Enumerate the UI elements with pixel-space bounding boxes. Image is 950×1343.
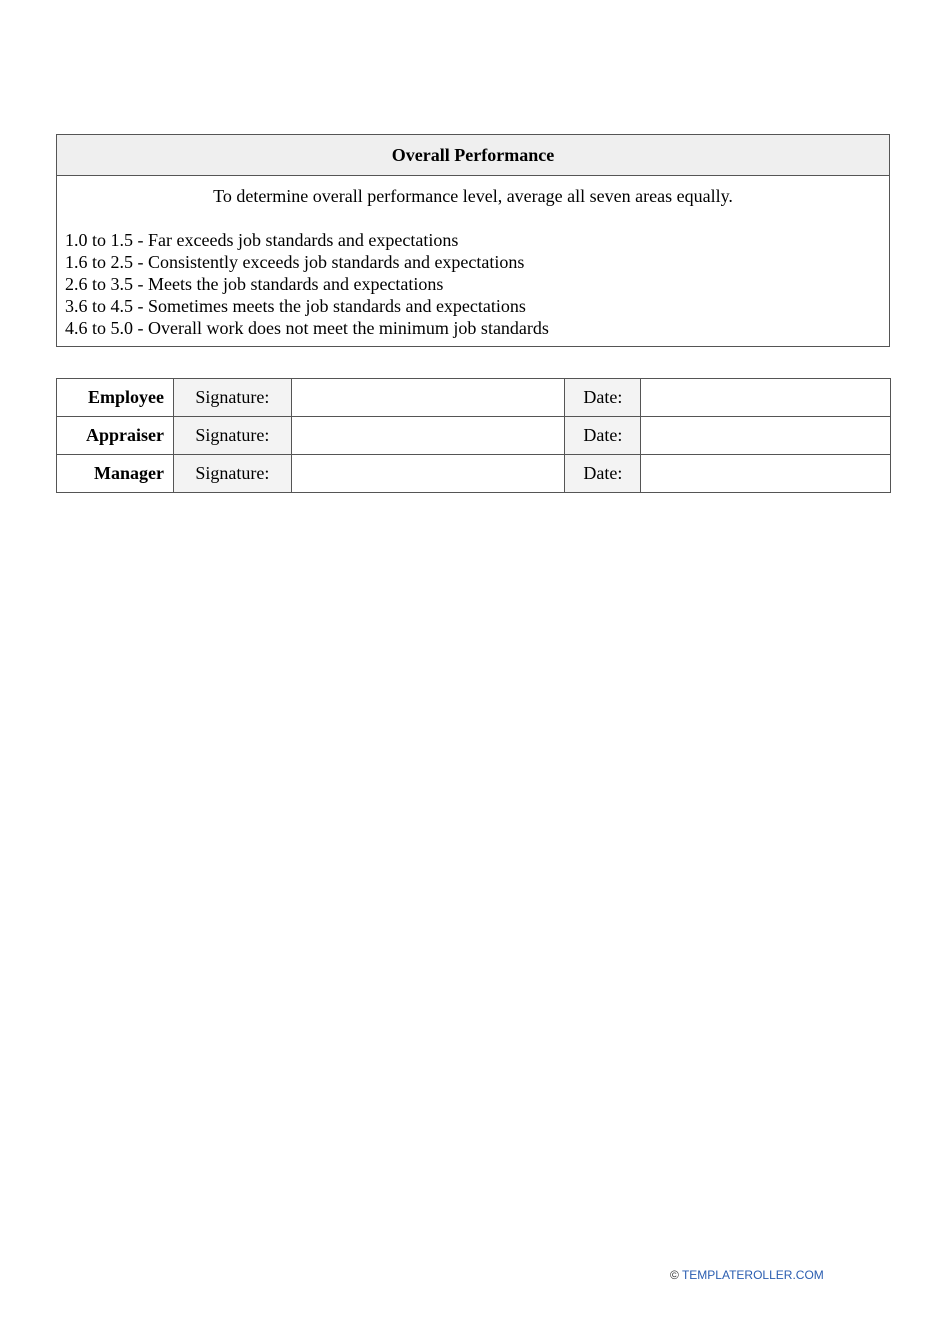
scale-item: 1.6 to 2.5 - Consistently exceeds job standards and expectations: [65, 252, 525, 272]
role-label-manager: Manager: [57, 455, 174, 493]
overall-performance-body: [57, 176, 889, 346]
signature-table: [56, 378, 891, 493]
overall-performance-section: [56, 134, 890, 347]
role-label-appraiser: Appraiser: [57, 417, 174, 455]
copyright-symbol: ©: [670, 1268, 679, 1282]
role-label-employee: Employee: [57, 379, 174, 417]
appraiser-signature-field[interactable]: [291, 417, 565, 455]
scale-item: 2.6 to 3.5 - Meets the job standards and expectations: [65, 274, 444, 294]
manager-date-field[interactable]: [641, 455, 891, 493]
manager-signature-field[interactable]: [291, 455, 565, 493]
scale-item: 1.0 to 1.5 - Far exceeds job standards and expectations: [65, 230, 459, 250]
signature-row-manager: [57, 455, 891, 493]
scale-item: 4.6 to 5.0 - Overall work does not meet the minimum job standards: [65, 318, 549, 338]
appraiser-date-field[interactable]: [641, 417, 891, 455]
signature-label: Signature:: [173, 379, 291, 417]
overall-performance-title: Overall Performance: [57, 135, 889, 176]
date-label: Date:: [565, 417, 641, 455]
date-label: Date:: [565, 379, 641, 417]
date-label: Date:: [565, 455, 641, 493]
overall-performance-intro: To determine overall performance level, average all seven areas equally.: [213, 186, 733, 206]
employee-date-field[interactable]: [641, 379, 891, 417]
signature-label: Signature:: [173, 417, 291, 455]
footer-credit: [670, 1268, 824, 1282]
templateroller-link[interactable]: TEMPLATEROLLER.COM: [681, 1268, 824, 1282]
signature-row-employee: [57, 379, 891, 417]
signature-row-appraiser: [57, 417, 891, 455]
employee-signature-field[interactable]: [291, 379, 565, 417]
signature-label: Signature:: [173, 455, 291, 493]
scale-item: 3.6 to 4.5 - Sometimes meets the job standards and expectations: [65, 296, 526, 316]
